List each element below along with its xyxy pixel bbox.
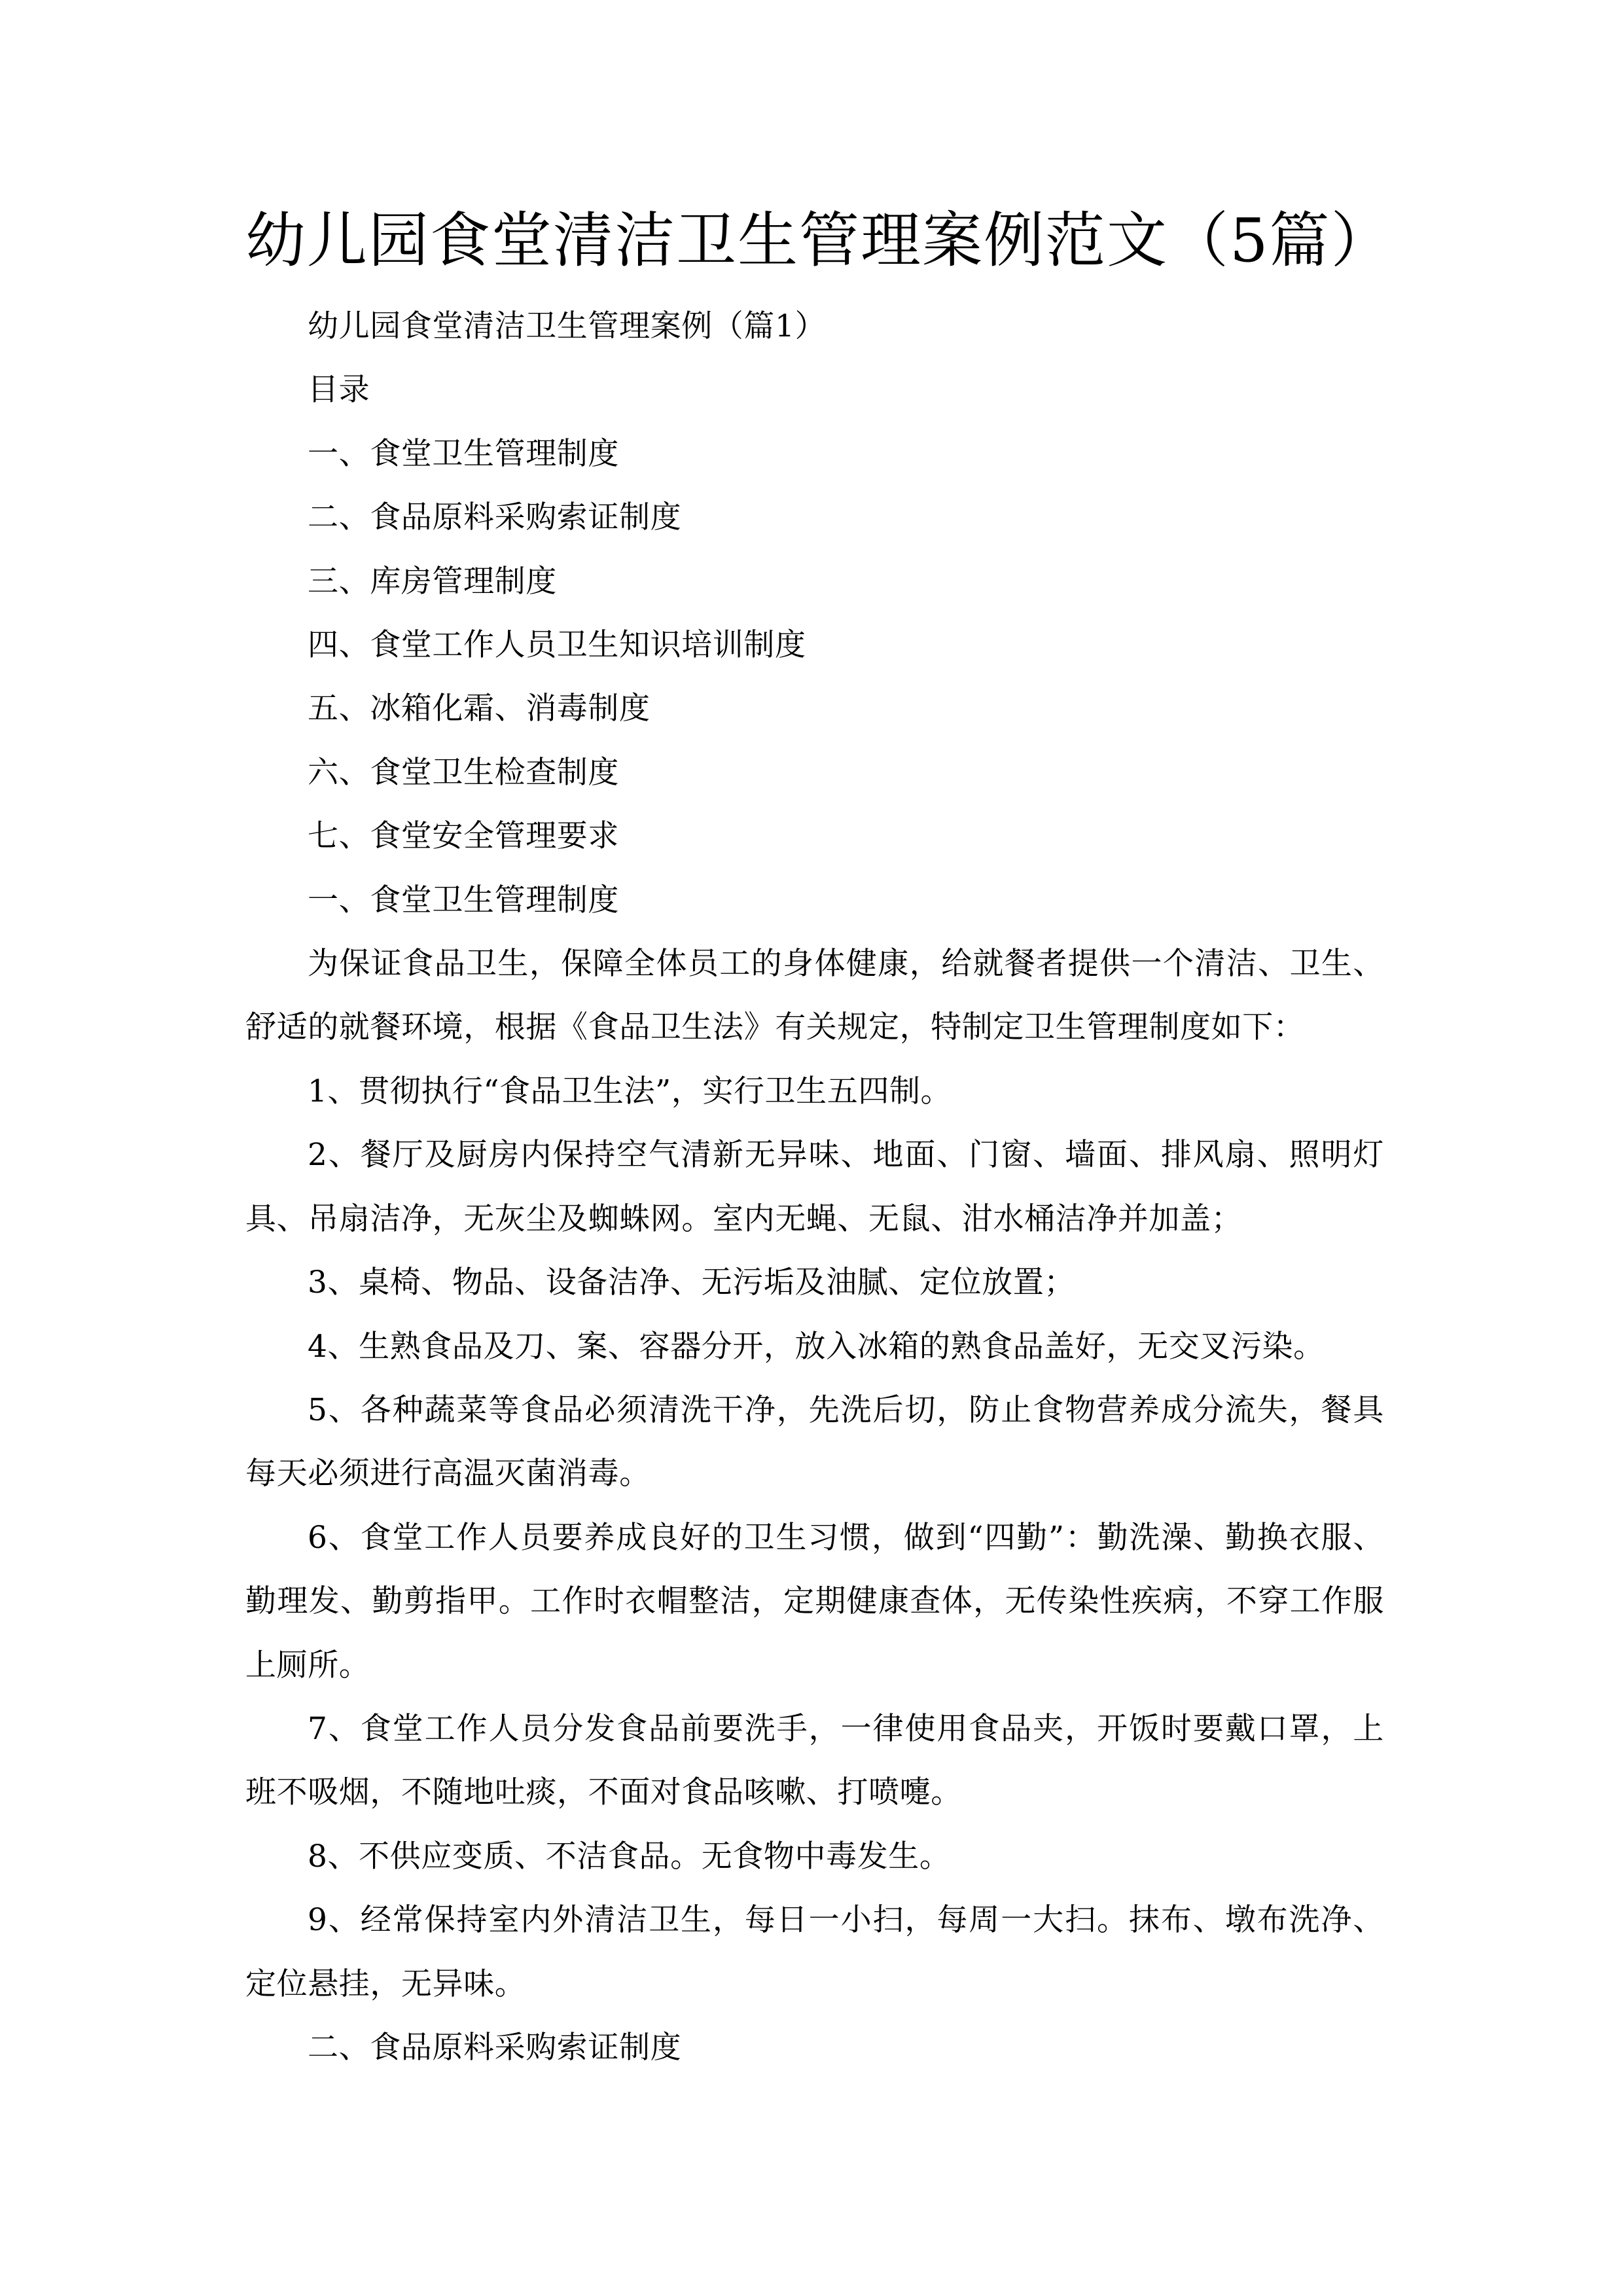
toc-item: 一、食堂卫生管理制度 [308,435,619,472]
toc-heading: 目录 [308,372,370,408]
rule-paragraph: 3、桌椅、物品、设备洁净、无污垢及油腻、定位放置； [308,1265,1075,1301]
document-body [245,295,1384,2079]
toc-item: 四、食堂工作人员卫生知识培训制度 [308,627,806,664]
rule-paragraph: 7、食堂工作人员分发食品前要洗手，一律使用食品夹，开饭时要戴口罩，上班不吸烟，不随地吐痰，不面对食品咳嗽、打喷嚏。 [245,1710,1384,1811]
document-title: 幼儿园食堂清洁卫生管理案例范文（5篇） [245,206,1393,276]
rule-paragraph: 4、生熟食品及刀、案、容器分开，放入冰箱的熟食品盖好，无交叉污染。 [308,1328,1325,1365]
section-heading: 二、食品原料采购索证制度 [308,2029,682,2066]
toc-item: 六、食堂卫生检查制度 [308,754,619,791]
toc-item: 五、冰箱化霜、消毒制度 [308,691,651,727]
rule-paragraph: 5、各种蔬菜等食品必须清洗干净，先洗后切，防止食物营养成分流失，餐具每天必须进行高温灭菌消毒。 [245,1391,1384,1492]
subtitle: 幼儿园食堂清洁卫生管理案例（篇1） [308,308,827,344]
toc-item: 七、食堂安全管理要求 [308,818,619,855]
section-intro-paragraph: 为保证食品卫生，保障全体员工的身体健康，给就餐者提供一个清洁、卫生、舒适的就餐环境，根据《食品卫生法》有关规定，特制定卫生管理制度如下： [245,946,1384,1046]
toc-item: 三、库房管理制度 [308,563,557,600]
rule-paragraph: 2、餐厅及厨房内保持空气清新无异味、地面、门窗、墙面、排风扇、照明灯具、吊扇洁净，无灰尘及蜘蛛网。室内无蝇、无鼠、泔水桶洁净并加盖； [245,1137,1384,1237]
section-heading: 一、食堂卫生管理制度 [308,882,619,918]
rule-paragraph: 6、食堂工作人员要养成良好的卫生习惯，做到“四勤”：勤洗澡、勤换衣服、勤理发、勤剪指甲。工作时衣帽整洁，定期健康查体，无传染性疾病，不穿工作服上厕所。 [245,1519,1384,1683]
rule-paragraph: 9、经常保持室内外清洁卫生，每日一小扫，每周一大扫。抹布、墩布洗净、定位悬挂，无异味。 [245,1902,1384,2002]
toc-item: 二、食品原料采购索证制度 [308,499,682,536]
rule-paragraph: 1、贯彻执行“食品卫生法”，实行卫生五四制。 [308,1073,952,1109]
rule-paragraph: 8、不供应变质、不洁食品。无食物中毒发生。 [308,1838,951,1874]
